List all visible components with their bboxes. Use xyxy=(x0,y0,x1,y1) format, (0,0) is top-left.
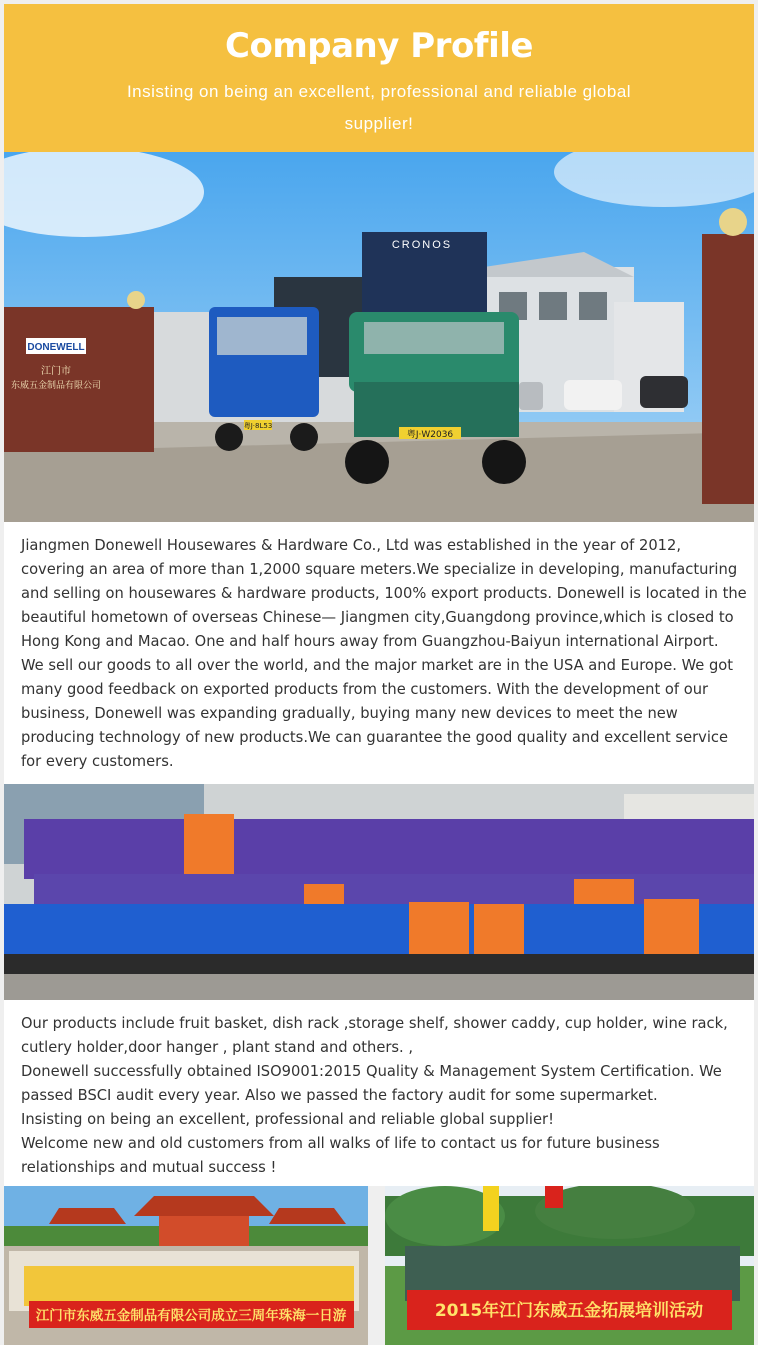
page-subtitle: Insisting on being an excellent, professional and reliable global supplier! xyxy=(126,82,632,133)
products-paragraph: Insisting on being an excellent, professional and reliable global supplier! xyxy=(21,1111,554,1128)
gate-sign-cn-2: 东威五金制品有限公司 xyxy=(10,381,102,391)
trip-photo xyxy=(4,1186,368,1345)
blue-truck-plate: 粤J·8L53 xyxy=(243,422,273,430)
training-photo xyxy=(385,1186,754,1345)
products-paragraph: Our products include fruit basket, dish rack ,storage shelf, shower caddy, cup holder, wine rack, cutlery holder,door hanger , plant stand and others. , xyxy=(21,1015,728,1056)
gate-sign-cn-1: 江门市 xyxy=(41,366,71,377)
gate-sign-brand: DONEWELL xyxy=(27,342,85,353)
training-banner: 2015年江门东威五金拓展培训活动 xyxy=(434,1301,704,1321)
page-header xyxy=(4,4,754,152)
products-paragraph: Donewell successfully obtained ISO9001:2015 Quality & Management System Certification. We passed BSCI audit every year. Also we passed the factory audit for some supermarket. xyxy=(21,1063,722,1104)
factory-photo xyxy=(4,152,754,522)
trip-banner: 江门市东威五金制品有限公司成立三周年珠海一日游 xyxy=(35,1308,347,1324)
page-title: Company Profile xyxy=(225,26,533,66)
intro-paragraph: Jiangmen Donewell Housewares & Hardware Co., Ltd was established in the year of 2012, covering an area of more than 1,2000 square meters.We specialize in developing, manufacturing and selling on housewares & hardware products, 100% export products. Donewell is located in the beautiful hometown of overseas Chinese— Jiangmen city,Guangdong province,which is closed to Hong Kong and Macao. One and half hours away from Guangzhou-Baiyun international Airport. xyxy=(21,537,747,650)
team-photo xyxy=(4,784,754,1000)
products-paragraph: Welcome new and old customers from all walks of life to contact us for future business relationships and mutual success ! xyxy=(21,1135,660,1176)
green-truck-plate: 粤J·W2036 xyxy=(406,430,454,440)
intro-text xyxy=(4,522,754,784)
intro-paragraph: We sell our goods to all over the world, and the major market are in the USA and Europe. We got many good feedback on exported products from the customers. With the development of our business, Donewell was expanding gradually, buying many new devices to meet the new producing technology of new products.We can guarantee the good quality and excellent service for every customers. xyxy=(21,657,734,770)
products-text xyxy=(4,1000,754,1186)
container-label: CRONOS xyxy=(391,239,453,251)
